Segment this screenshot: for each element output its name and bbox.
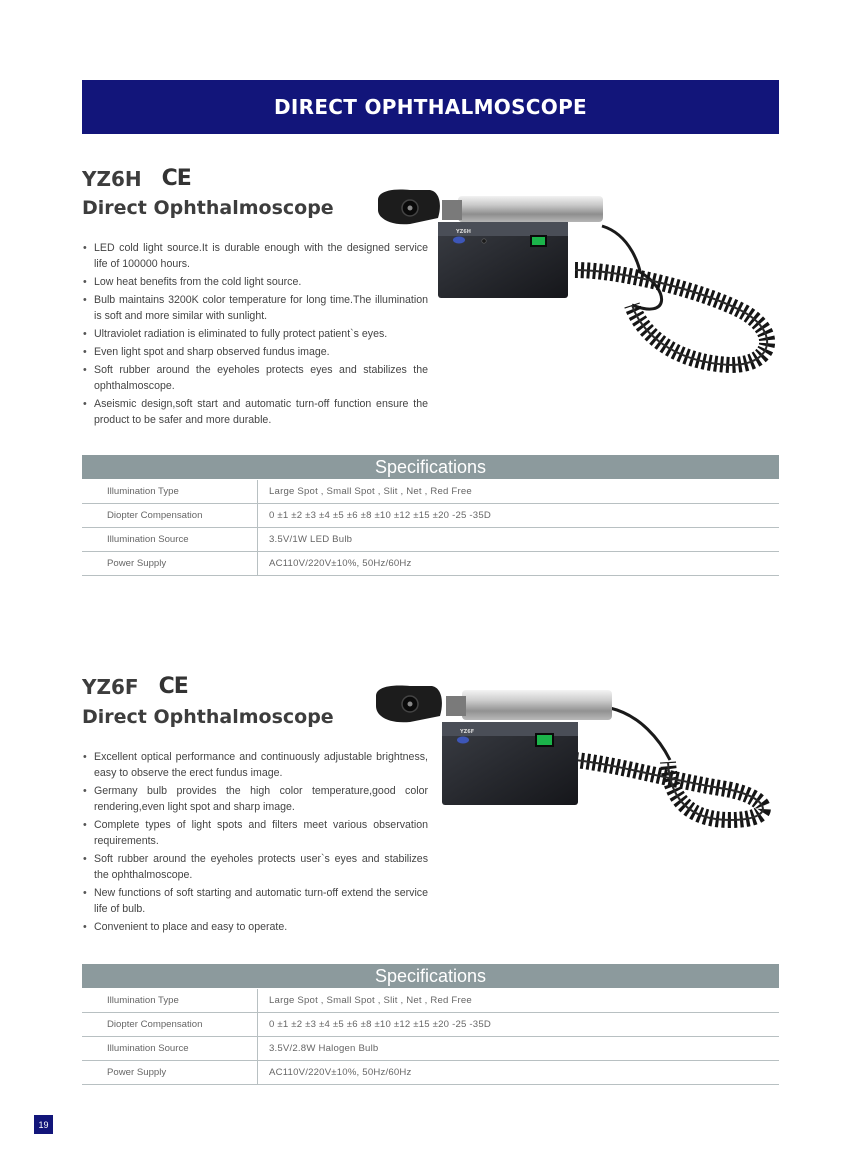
table-row bbox=[82, 989, 779, 1013]
list-item: • Low heat benefits from the cold light source. bbox=[82, 274, 428, 290]
list-item: • Complete types of light spots and filters meet various observation requirements. bbox=[82, 817, 428, 849]
list-item: • Ultraviolet radiation is eliminated to fully protect patient`s eyes. bbox=[82, 326, 428, 342]
page-number: 19 bbox=[34, 1115, 53, 1134]
table-row bbox=[82, 1013, 779, 1037]
spec-label: Illumination Type bbox=[82, 989, 258, 1013]
table-row bbox=[82, 1037, 779, 1061]
specifications-table bbox=[82, 989, 779, 1085]
device-model-label: YZ6H bbox=[456, 229, 471, 235]
spec-label: Diopter Compensation bbox=[82, 1013, 258, 1037]
list-item: • Soft rubber around the eyeholes protects user`s eyes and stabilizes the ophthalmoscope. bbox=[82, 851, 428, 883]
list-item: • Even light spot and sharp observed fundus image. bbox=[82, 344, 428, 360]
spec-value: AC110V/220V±10%, 50Hz/60Hz bbox=[258, 552, 780, 576]
ophthalmoscope-product-image bbox=[370, 180, 785, 380]
specifications-title: Specifications bbox=[82, 964, 779, 988]
product-model-heading bbox=[82, 674, 188, 699]
model-number: YZ6F bbox=[82, 674, 139, 699]
spec-value: 3.5V/2.8W Halogen Bulb bbox=[258, 1037, 780, 1061]
list-item: • Convenient to place and easy to operate. bbox=[82, 919, 428, 935]
list-item: • New functions of soft starting and automatic turn-off extend the service life of bulb. bbox=[82, 885, 428, 917]
ce-mark-icon: CE bbox=[161, 166, 191, 191]
product-name: Direct Ophthalmoscope bbox=[82, 197, 334, 219]
list-item: • Excellent optical performance and continuously adjustable brightness, easy to observe the erect fundus image. bbox=[82, 749, 428, 781]
page-title: DIRECT OPHTHALMOSCOPE bbox=[274, 95, 587, 119]
table-row bbox=[82, 528, 779, 552]
list-item: • LED cold light source.It is durable enough with the designed service life of 100000 hours. bbox=[82, 240, 428, 272]
spec-value: 3.5V/1W LED Bulb bbox=[258, 528, 780, 552]
device-model-label: YZ6F bbox=[460, 729, 475, 735]
table-row bbox=[82, 480, 779, 504]
list-item: • Aseismic design,soft start and automatic turn-off function ensure the product to be safer and more durable. bbox=[82, 396, 428, 428]
spec-value: AC110V/220V±10%, 50Hz/60Hz bbox=[258, 1061, 780, 1085]
spec-label: Illumination Type bbox=[82, 480, 258, 504]
spec-label: Power Supply bbox=[82, 1061, 258, 1085]
table-row bbox=[82, 504, 779, 528]
product-name: Direct Ophthalmoscope bbox=[82, 706, 334, 728]
list-item: • Bulb maintains 3200K color temperature for long time.The illumination is soft and more similar with sunlight. bbox=[82, 292, 428, 324]
list-item: • Germany bulb provides the high color temperature,good color rendering,even light spot and sharp image. bbox=[82, 783, 428, 815]
list-item: • Soft rubber around the eyeholes protects eyes and stabilizes the ophthalmoscope. bbox=[82, 362, 428, 394]
spec-value: 0 ±1 ±2 ±3 ±4 ±5 ±6 ±8 ±10 ±12 ±15 ±20 -25 -35D bbox=[258, 1013, 780, 1037]
ophthalmoscope-product-image bbox=[370, 680, 785, 830]
spec-label: Illumination Source bbox=[82, 1037, 258, 1061]
page-title-banner bbox=[82, 80, 779, 134]
spec-value: Large Spot , Small Spot , Slit , Net , Red Free bbox=[258, 480, 780, 504]
spec-value: 0 ±1 ±2 ±3 ±4 ±5 ±6 ±8 ±10 ±12 ±15 ±20 -25 -35D bbox=[258, 504, 780, 528]
specifications-table bbox=[82, 480, 779, 576]
spec-label: Illumination Source bbox=[82, 528, 258, 552]
model-number: YZ6H bbox=[82, 166, 142, 191]
specifications-title: Specifications bbox=[82, 455, 779, 479]
table-row bbox=[82, 1061, 779, 1085]
ce-mark-icon: CE bbox=[158, 674, 188, 699]
spec-label: Diopter Compensation bbox=[82, 504, 258, 528]
spec-label: Power Supply bbox=[82, 552, 258, 576]
product-model-heading bbox=[82, 166, 191, 191]
table-row bbox=[82, 552, 779, 576]
spec-value: Large Spot , Small Spot , Slit , Net , Red Free bbox=[258, 989, 780, 1013]
